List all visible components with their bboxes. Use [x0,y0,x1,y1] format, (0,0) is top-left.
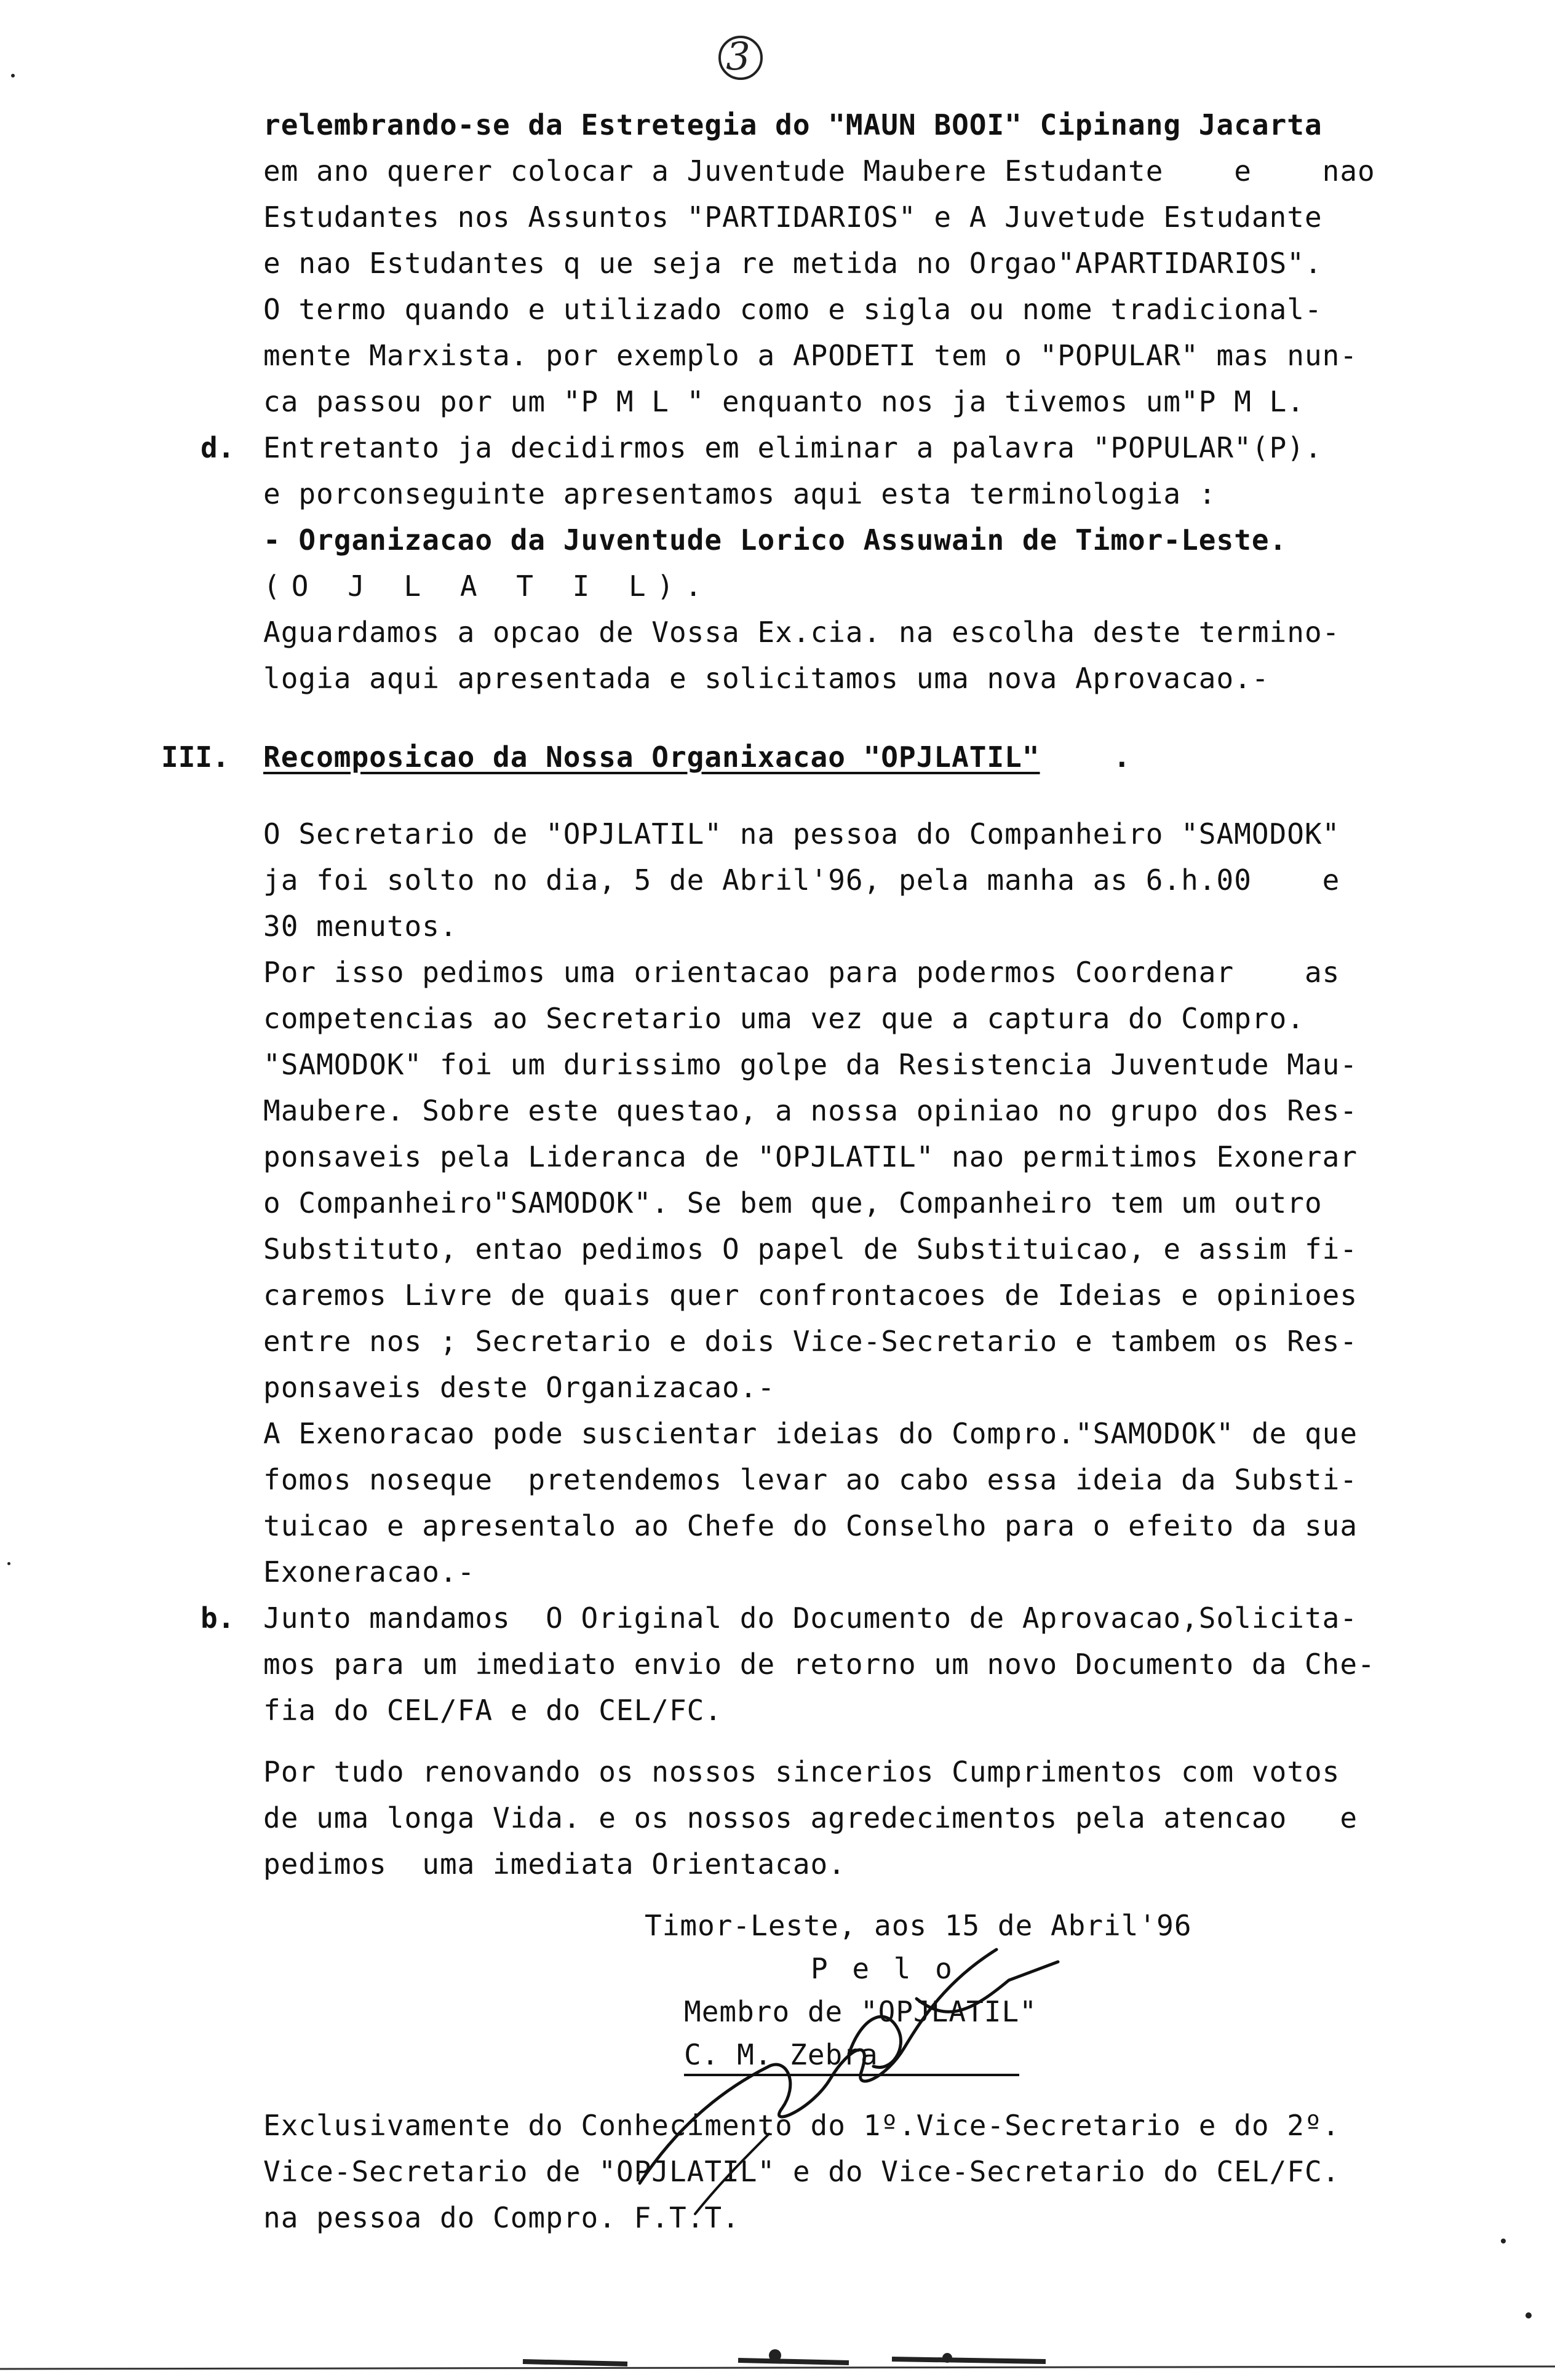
scan-speck [7,1562,10,1565]
item-d-line: Entretanto ja decidirmos em eliminar a palavra "POPULAR"(P). [263,431,1322,464]
signatory-name: C. M. Zebra [684,2038,878,2071]
section-iii-heading-suffix: . [1113,740,1131,774]
section-iii-line: competencias ao Secretario uma vez que a captura do Compro. [263,1002,1305,1035]
intro-line: ca passou por um "P M L " enquanto nos ja tivemos um"P M L. [263,385,1305,418]
intro-line: O termo quando e utilizado como e sigla ou nome tradicional- [263,293,1322,326]
page-number: 3 [726,34,750,79]
section-iii-line: Maubere. Sobre este questao, a nossa opiniao no grupo dos Res- [263,1094,1358,1127]
item-d-line: (O J L A T I L). [263,569,714,603]
closing-line: de uma longa Vida. e os nossos agredecimentos pela atencao e [263,1801,1358,1835]
section-iii-line: ponsaveis deste Organizacao.- [263,1371,776,1404]
section-iii-line: 30 menutos. [263,910,458,943]
section-iii-line: tuicao e apresentalo ao Chefe do Conselho para o efeito da sua [263,1509,1358,1542]
section-iii-line: ponsaveis pela Lideranca de "OPJLATIL" nao permitimos Exonerar [263,1140,1358,1173]
item-d-line: - Organizacao da Juventude Lorico Assuwain de Timor-Leste. [263,523,1287,557]
closing-line: pedimos uma imediata Orientacao. [263,1847,846,1881]
footer-line: na pessoa do Compro. F.T.T. [263,2201,740,2234]
closing-line: Por tudo renovando os nossos sincerios Cumprimentos com votos [263,1755,1340,1788]
item-b-line: Junto mandamos O Original do Documento de Aprovacao,Solicita- [263,1601,1358,1635]
intro-line: mente Marxista. por exemplo a APODETI tem o "POPULAR" mas nun- [263,339,1358,372]
scan-speck [1525,2312,1532,2319]
item-d-marker: d. [201,431,235,464]
section-iii-line: caremos Livre de quais quer confrontacoes de Ideias e opinioes [263,1279,1358,1312]
section-iii-line: Substituto, entao pedimos O papel de Substituicao, e assim fi- [263,1232,1358,1266]
intro-line: e nao Estudantes q ue seja re metida no Orgao"APARTIDARIOS". [263,247,1322,280]
item-d-line: Aguardamos a opcao de Vossa Ex.cia. na escolha deste termino- [263,616,1340,649]
item-b-line: fia do CEL/FA e do CEL/FC. [263,1694,723,1727]
scan-speck [1501,2239,1506,2243]
section-iii-line: o Companheiro"SAMODOK". Se bem que, Companheiro tem um outro [263,1186,1322,1220]
footer-line: Exclusivamente do Conhecimento do 1º.Vice-Secretario e do 2º. [263,2109,1340,2142]
section-iii-marker: III. [161,740,229,774]
footer-line: Vice-Secretario de "OPJLATIL" e do Vice-Secretario do CEL/FC. [263,2155,1340,2188]
section-iii-line: "SAMODOK" foi um durissimo golpe da Resistencia Juventude Mau- [263,1048,1358,1081]
section-iii-line: A Exenoracao pode suscientar ideias do Compro."SAMODOK" de que [263,1417,1358,1450]
intro-line: relembrando-se da Estretegia do "MAUN BOOI" Cipinang Jacarta [263,108,1322,141]
item-d-line: e porconseguinte apresentamos aqui esta terminologia : [263,477,1217,510]
intro-line: Estudantes nos Assuntos "PARTIDARIOS" e A Juvetude Estudante [263,200,1322,234]
place-date: Timor-Leste, aos 15 de Abril'96 [645,1909,1192,1942]
scan-speck [11,74,15,77]
section-iii-heading: Recomposicao da Nossa Organixacao "OPJLATIL" [263,740,1040,774]
item-b-marker: b. [201,1601,235,1635]
item-d-line: logia aqui apresentada e solicitamos uma nova Aprovacao.- [263,662,1270,695]
section-iii-line: O Secretario de "OPJLATIL" na pessoa do Companheiro "SAMODOK" [263,817,1340,851]
pelo-label: P e l o [811,1952,956,1985]
scan-bottom-edge [0,2337,1555,2380]
section-iii-line: entre nos ; Secretario e dois Vice-Secretario e tambem os Res- [263,1325,1358,1358]
intro-line: em ano querer colocar a Juventude Maubere Estudante e nao [263,154,1375,188]
section-iii-line: Exoneracao.- [263,1555,475,1589]
member-label: Membro de "OPJLATIL" [684,1995,1037,2028]
section-iii-line: fomos noseque pretendemos levar ao cabo essa ideia da Substi- [263,1463,1358,1496]
section-iii-line: ja foi solto no dia, 5 de Abril'96, pela manha as 6.h.00 e [263,863,1340,897]
section-iii-line: Por isso pedimos uma orientacao para podermos Coordenar as [263,956,1340,989]
item-b-line: mos para um imediato envio de retorno um novo Documento da Che- [263,1648,1375,1681]
